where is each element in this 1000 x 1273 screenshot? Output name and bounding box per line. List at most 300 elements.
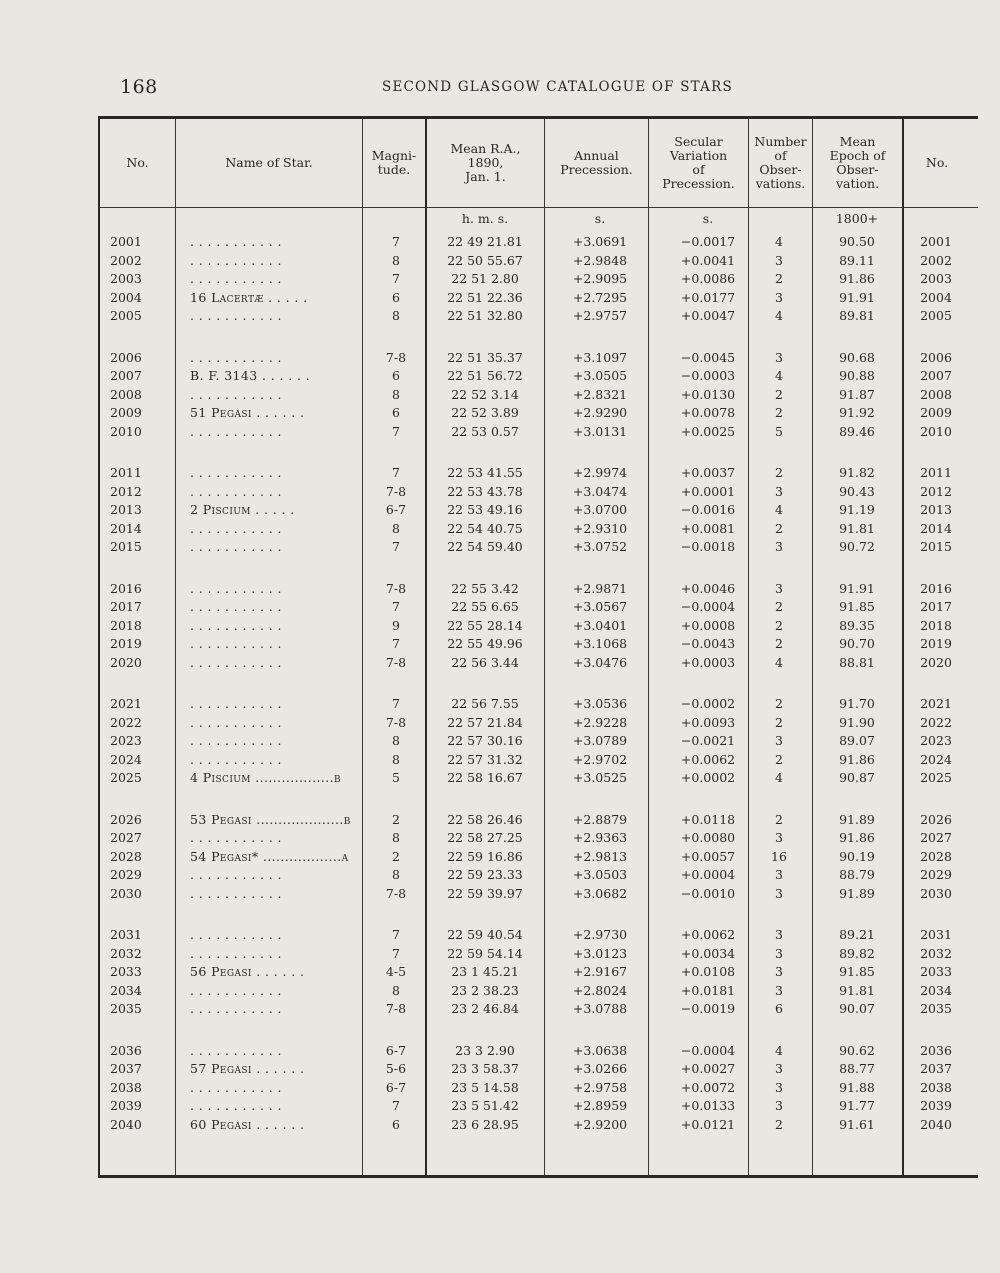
- row-number: 2026: [110, 811, 142, 827]
- table-row: [100, 811, 980, 830]
- mean-ra: 22 53 0.57: [451, 423, 519, 439]
- secular-variation: −0.0043: [680, 636, 736, 652]
- row-number-right: 2005: [920, 308, 952, 324]
- row-number-right: 2035: [920, 1001, 952, 1017]
- observation-count: 4: [775, 234, 783, 249]
- magnitude: 7: [392, 465, 400, 480]
- star-name: . . . . . . . . . . .: [190, 751, 282, 767]
- table-row: [100, 732, 980, 751]
- star-name: 57 Pegasi . . . . . .: [190, 1061, 305, 1077]
- mean-epoch: 91.86: [839, 751, 875, 767]
- mean-epoch: 89.07: [839, 733, 875, 749]
- row-number: 2001: [110, 234, 142, 249]
- mean-ra: 22 51 2.80: [451, 271, 519, 287]
- annual-precession: +2.9228: [572, 714, 628, 730]
- magnitude: 7: [392, 696, 400, 711]
- row-number: 2006: [110, 349, 142, 365]
- header-rule: [100, 207, 978, 208]
- row-number-right: 2022: [920, 714, 952, 730]
- star-name: . . . . . . . . . . .: [190, 714, 282, 730]
- row-number-right: 2030: [920, 885, 952, 901]
- mean-ra: 22 53 41.55: [447, 465, 523, 480]
- row-number: 2023: [110, 733, 142, 749]
- magnitude: 8: [392, 386, 400, 402]
- magnitude: 7-8: [385, 349, 407, 365]
- observation-count: 2: [775, 599, 783, 615]
- magnitude: 7: [392, 234, 400, 249]
- mean-ra: 22 58 26.46: [447, 811, 523, 827]
- table-row: [100, 945, 980, 964]
- mean-epoch: 88.79: [839, 867, 875, 883]
- observation-count: 3: [775, 252, 783, 268]
- mean-epoch: 90.87: [839, 770, 875, 786]
- secular-variation: +0.0037: [680, 465, 736, 480]
- row-number: 2024: [110, 751, 142, 767]
- table-row: [100, 1060, 980, 1079]
- magnitude: 5-6: [385, 1061, 407, 1077]
- row-number: 2030: [110, 885, 142, 901]
- row-number: 2011: [110, 465, 142, 480]
- magnitude: 9: [392, 617, 400, 633]
- star-catalogue-table: [98, 116, 978, 1178]
- table-row: [100, 714, 980, 733]
- mean-epoch: 91.87: [839, 386, 875, 402]
- row-number-right: 2006: [920, 349, 952, 365]
- secular-variation: −0.0019: [680, 1001, 736, 1017]
- annual-precession: +2.9974: [572, 465, 628, 480]
- observation-count: 2: [775, 751, 783, 767]
- row-number: 2003: [110, 271, 142, 287]
- secular-variation: +0.0002: [680, 770, 736, 786]
- annual-precession: +3.1068: [572, 636, 628, 652]
- star-name: . . . . . . . . . . .: [190, 252, 282, 268]
- observation-count: 3: [775, 964, 783, 980]
- row-number: 2016: [110, 580, 142, 596]
- annual-precession: +3.0474: [572, 483, 628, 499]
- row-number-right: 2032: [920, 945, 952, 961]
- running-head: SECOND GLASGOW CATALOGUE OF STARS: [382, 79, 733, 95]
- star-name: . . . . . . . . . . .: [190, 234, 282, 249]
- annual-precession: +2.9730: [572, 927, 628, 942]
- mean-epoch: 91.85: [839, 964, 875, 980]
- magnitude: 7-8: [385, 483, 407, 499]
- annual-precession: +2.9200: [572, 1116, 628, 1132]
- mean-ra: 22 53 43.78: [447, 483, 523, 499]
- mean-ra: 22 55 3.42: [451, 580, 519, 596]
- star-name: . . . . . . . . . . .: [190, 1098, 282, 1114]
- table-row: [100, 1097, 980, 1116]
- mean-epoch: 90.50: [839, 234, 875, 249]
- row-number: 2035: [110, 1001, 142, 1017]
- mean-ra: 22 51 22.36: [447, 289, 523, 305]
- magnitude: 2: [392, 811, 400, 827]
- observation-count: 2: [775, 617, 783, 633]
- row-number-right: 2017: [920, 599, 952, 615]
- observation-count: 3: [775, 830, 783, 846]
- row-number-right: 2031: [920, 927, 952, 942]
- annual-precession: +2.9095: [572, 271, 628, 287]
- star-name: . . . . . . . . . . .: [190, 1042, 282, 1058]
- row-number-right: 2027: [920, 830, 952, 846]
- annual-precession: +3.0682: [572, 885, 628, 901]
- star-name: . . . . . . . . . . .: [190, 696, 282, 711]
- units-secular: s.: [702, 211, 714, 226]
- secular-variation: +0.0086: [680, 271, 736, 287]
- annual-precession: +2.8321: [572, 386, 628, 402]
- mean-epoch: 90.88: [839, 368, 875, 384]
- mean-ra: 22 59 40.54: [447, 927, 523, 942]
- annual-precession: +3.0131: [572, 423, 628, 439]
- mean-epoch: 89.21: [839, 927, 875, 942]
- mean-epoch: 89.46: [839, 423, 875, 439]
- mean-ra: 22 59 39.97: [447, 885, 523, 901]
- magnitude: 6: [392, 368, 400, 384]
- secular-variation: −0.0045: [680, 349, 736, 365]
- row-number-right: 2034: [920, 982, 952, 998]
- magnitude: 4-5: [385, 964, 407, 980]
- secular-variation: −0.0018: [680, 539, 736, 555]
- table-row: [100, 423, 980, 442]
- table-row: [100, 654, 980, 673]
- secular-variation: +0.0121: [680, 1116, 736, 1132]
- secular-variation: +0.0181: [680, 982, 736, 998]
- table-row: [100, 289, 980, 308]
- row-number-right: 2004: [920, 289, 952, 305]
- mean-epoch: 91.91: [839, 289, 875, 305]
- observation-count: 3: [775, 349, 783, 365]
- units-ra: h. m. s.: [461, 211, 509, 226]
- row-number: 2027: [110, 830, 142, 846]
- mean-epoch: 91.81: [839, 520, 875, 536]
- mean-ra: 22 54 40.75: [447, 520, 523, 536]
- table-row: [100, 252, 980, 271]
- row-number: 2021: [110, 696, 142, 711]
- magnitude: 8: [392, 751, 400, 767]
- magnitude: 7-8: [385, 654, 407, 670]
- table-row: [100, 483, 980, 502]
- mean-ra: 22 56 7.55: [451, 696, 519, 711]
- observation-count: 2: [775, 811, 783, 827]
- mean-epoch: 91.91: [839, 580, 875, 596]
- header-magnitude: Magni- tude.: [371, 148, 417, 177]
- row-number-right: 2003: [920, 271, 952, 287]
- mean-epoch: 91.81: [839, 982, 875, 998]
- annual-precession: +2.8879: [572, 811, 628, 827]
- magnitude: 7-8: [385, 1001, 407, 1017]
- mean-epoch: 89.81: [839, 308, 875, 324]
- mean-ra: 22 59 16.86: [447, 848, 523, 864]
- annual-precession: +3.0789: [572, 733, 628, 749]
- mean-epoch: 91.77: [839, 1098, 875, 1114]
- secular-variation: −0.0016: [680, 502, 736, 518]
- secular-variation: +0.0108: [680, 964, 736, 980]
- annual-precession: +3.0788: [572, 1001, 628, 1017]
- annual-precession: +3.0536: [572, 696, 628, 711]
- row-number: 2019: [110, 636, 142, 652]
- row-number-right: 2011: [920, 465, 952, 480]
- mean-epoch: 89.11: [839, 252, 875, 268]
- row-number: 2017: [110, 599, 142, 615]
- star-name: . . . . . . . . . . .: [190, 636, 282, 652]
- observation-count: 4: [775, 502, 783, 518]
- star-name: 53 Pegasi ....................β: [190, 811, 351, 827]
- row-number-right: 2008: [920, 386, 952, 402]
- row-number: 2038: [110, 1079, 142, 1095]
- secular-variation: +0.0047: [680, 308, 736, 324]
- row-number-right: 2036: [920, 1042, 952, 1058]
- row-number-right: 2026: [920, 811, 952, 827]
- units-precession: s.: [594, 211, 606, 226]
- row-number: 2033: [110, 964, 142, 980]
- star-name: . . . . . . . . . . .: [190, 349, 282, 365]
- observation-count: 2: [775, 636, 783, 652]
- header-secular: Secular Variation of Precession.: [662, 134, 735, 191]
- mean-epoch: 91.89: [839, 885, 875, 901]
- star-name: . . . . . . . . . . .: [190, 982, 282, 998]
- star-name: . . . . . . . . . . .: [190, 1079, 282, 1095]
- magnitude: 7: [392, 945, 400, 961]
- secular-variation: +0.0177: [680, 289, 736, 305]
- secular-variation: +0.0081: [680, 520, 736, 536]
- secular-variation: +0.0046: [680, 580, 736, 596]
- secular-variation: +0.0004: [680, 867, 736, 883]
- page-number: 168: [120, 76, 158, 98]
- mean-epoch: 91.89: [839, 811, 875, 827]
- mean-epoch: 91.88: [839, 1079, 875, 1095]
- magnitude: 6: [392, 405, 400, 421]
- row-number-right: 2015: [920, 539, 952, 555]
- row-number-right: 2029: [920, 867, 952, 883]
- magnitude: 2: [392, 848, 400, 864]
- row-number: 2010: [110, 423, 142, 439]
- annual-precession: +3.0567: [572, 599, 628, 615]
- row-number-right: 2025: [920, 770, 952, 786]
- secular-variation: −0.0004: [680, 1042, 736, 1058]
- table-row: [100, 270, 980, 289]
- star-name: . . . . . . . . . . .: [190, 885, 282, 901]
- annual-precession: +3.0505: [572, 368, 628, 384]
- star-name: . . . . . . . . . . .: [190, 483, 282, 499]
- star-name: . . . . . . . . . . .: [190, 927, 282, 942]
- observation-count: 3: [775, 1098, 783, 1114]
- observation-count: 4: [775, 770, 783, 786]
- secular-variation: −0.0017: [680, 234, 736, 249]
- mean-ra: 22 57 31.32: [447, 751, 523, 767]
- mean-ra: 22 49 21.81: [447, 234, 523, 249]
- row-number-right: 2018: [920, 617, 952, 633]
- observation-count: 3: [775, 539, 783, 555]
- mean-ra: 22 59 23.33: [447, 867, 523, 883]
- table-row: [100, 695, 980, 714]
- row-number-right: 2013: [920, 502, 952, 518]
- magnitude: 6-7: [385, 1079, 407, 1095]
- magnitude: 6: [392, 289, 400, 305]
- magnitude: 7-8: [385, 885, 407, 901]
- annual-precession: +2.9167: [572, 964, 628, 980]
- row-number-right: 2033: [920, 964, 952, 980]
- observation-count: 3: [775, 733, 783, 749]
- observation-count: 3: [775, 580, 783, 596]
- row-number: 2002: [110, 252, 142, 268]
- mean-epoch: 91.90: [839, 714, 875, 730]
- mean-epoch: 90.70: [839, 636, 875, 652]
- mean-ra: 22 51 35.37: [447, 349, 523, 365]
- secular-variation: +0.0078: [680, 405, 736, 421]
- units-epoch: 1800+: [835, 211, 879, 226]
- star-name: . . . . . . . . . . .: [190, 830, 282, 846]
- observation-count: 2: [775, 465, 783, 480]
- star-name: . . . . . . . . . . .: [190, 580, 282, 596]
- star-name: . . . . . . . . . . .: [190, 733, 282, 749]
- header-ra: Mean R.A., 1890, Jan. 1.: [450, 141, 521, 184]
- row-number: 2034: [110, 982, 142, 998]
- mean-epoch: 90.19: [839, 848, 875, 864]
- row-number-right: 2028: [920, 848, 952, 864]
- table-row: [100, 520, 980, 539]
- secular-variation: +0.0041: [680, 252, 736, 268]
- annual-precession: +2.8024: [572, 982, 628, 998]
- header-no-right: No.: [925, 155, 949, 170]
- row-number: 2020: [110, 654, 142, 670]
- secular-variation: −0.0003: [680, 368, 736, 384]
- mean-epoch: 90.68: [839, 349, 875, 365]
- table-row: [100, 635, 980, 654]
- mean-ra: 22 55 28.14: [447, 617, 523, 633]
- row-number: 2015: [110, 539, 142, 555]
- secular-variation: +0.0118: [680, 811, 736, 827]
- mean-ra: 22 58 27.25: [447, 830, 523, 846]
- star-name: . . . . . . . . . . .: [190, 465, 282, 480]
- star-name: . . . . . . . . . . .: [190, 617, 282, 633]
- observation-count: 3: [775, 483, 783, 499]
- mean-epoch: 91.86: [839, 830, 875, 846]
- mean-epoch: 91.82: [839, 465, 875, 480]
- secular-variation: +0.0025: [680, 423, 736, 439]
- magnitude: 8: [392, 520, 400, 536]
- table-row: [100, 1079, 980, 1098]
- observation-count: 3: [775, 927, 783, 942]
- magnitude: 5: [392, 770, 400, 786]
- row-number-right: 2021: [920, 696, 952, 711]
- annual-precession: +3.1097: [572, 349, 628, 365]
- header-epoch: Mean Epoch of Obser- vation.: [829, 134, 886, 191]
- observation-count: 3: [775, 1079, 783, 1095]
- star-name: 54 Pegasi* ..................α: [190, 848, 349, 864]
- mean-ra: 22 53 49.16: [447, 502, 523, 518]
- observation-count: 3: [775, 867, 783, 883]
- table-row: [100, 598, 980, 617]
- mean-epoch: 88.81: [839, 654, 875, 670]
- star-name: . . . . . . . . . . .: [190, 386, 282, 402]
- row-number-right: 2007: [920, 368, 952, 384]
- mean-epoch: 90.72: [839, 539, 875, 555]
- magnitude: 7: [392, 636, 400, 652]
- row-number-right: 2019: [920, 636, 952, 652]
- table-row: [100, 464, 980, 483]
- observation-count: 4: [775, 1042, 783, 1058]
- mean-ra: 22 52 3.14: [451, 386, 519, 402]
- annual-precession: +2.9363: [572, 830, 628, 846]
- magnitude: 6: [392, 1116, 400, 1132]
- observation-count: 2: [775, 520, 783, 536]
- observation-count: 4: [775, 368, 783, 384]
- observation-count: 2: [775, 405, 783, 421]
- secular-variation: +0.0080: [680, 830, 736, 846]
- annual-precession: +2.9757: [572, 308, 628, 324]
- table-row: [100, 580, 980, 599]
- magnitude: 6-7: [385, 502, 407, 518]
- row-number-right: 2038: [920, 1079, 952, 1095]
- mean-ra: 22 57 21.84: [447, 714, 523, 730]
- row-number: 2012: [110, 483, 142, 499]
- table-row: [100, 1042, 980, 1061]
- table-row: [100, 866, 980, 885]
- row-number-right: 2010: [920, 423, 952, 439]
- star-name: . . . . . . . . . . .: [190, 1001, 282, 1017]
- annual-precession: +2.9758: [572, 1079, 628, 1095]
- row-number-right: 2020: [920, 654, 952, 670]
- magnitude: 7-8: [385, 714, 407, 730]
- table-row: [100, 848, 980, 867]
- magnitude: 7: [392, 927, 400, 942]
- magnitude: 6-7: [385, 1042, 407, 1058]
- observation-count: 3: [775, 1061, 783, 1077]
- observation-count: 2: [775, 271, 783, 287]
- annual-precession: +3.0266: [572, 1061, 628, 1077]
- row-number-right: 2037: [920, 1061, 952, 1077]
- secular-variation: +0.0027: [680, 1061, 736, 1077]
- mean-ra: 22 59 54.14: [447, 945, 523, 961]
- row-number: 2036: [110, 1042, 142, 1058]
- table-row: [100, 982, 980, 1001]
- mean-ra: 22 55 6.65: [451, 599, 519, 615]
- star-name: . . . . . . . . . . .: [190, 308, 282, 324]
- magnitude: 7: [392, 539, 400, 555]
- mean-ra: 23 5 51.42: [451, 1098, 519, 1114]
- row-number: 2025: [110, 770, 142, 786]
- table-row: [100, 501, 980, 520]
- secular-variation: +0.0057: [680, 848, 736, 864]
- annual-precession: +3.0691: [572, 234, 628, 249]
- star-name: . . . . . . . . . . .: [190, 867, 282, 883]
- secular-variation: +0.0034: [680, 945, 736, 961]
- row-number-right: 2023: [920, 733, 952, 749]
- annual-precession: +3.0525: [572, 770, 628, 786]
- header-precession: Annual Precession.: [560, 148, 633, 177]
- annual-precession: +3.0638: [572, 1042, 628, 1058]
- mean-ra: 23 3 58.37: [451, 1061, 519, 1077]
- magnitude: 7: [392, 1098, 400, 1114]
- table-row: [100, 963, 980, 982]
- table-row: [100, 769, 980, 788]
- table-row: [100, 1000, 980, 1019]
- observation-count: 2: [775, 1116, 783, 1132]
- row-number: 2014: [110, 520, 142, 536]
- row-number: 2040: [110, 1116, 142, 1132]
- annual-precession: +2.9813: [572, 848, 628, 864]
- star-name: . . . . . . . . . . .: [190, 945, 282, 961]
- star-name: 16 Lacertæ . . . . .: [190, 289, 308, 305]
- mean-epoch: 91.92: [839, 405, 875, 421]
- star-name: . . . . . . . . . . .: [190, 599, 282, 615]
- secular-variation: −0.0004: [680, 599, 736, 615]
- header-name: Name of Star.: [225, 155, 313, 170]
- table-row: [100, 829, 980, 848]
- annual-precession: +2.9702: [572, 751, 628, 767]
- row-number-right: 2024: [920, 751, 952, 767]
- mean-ra: 23 6 28.95: [451, 1116, 519, 1132]
- mean-epoch: 88.77: [839, 1061, 875, 1077]
